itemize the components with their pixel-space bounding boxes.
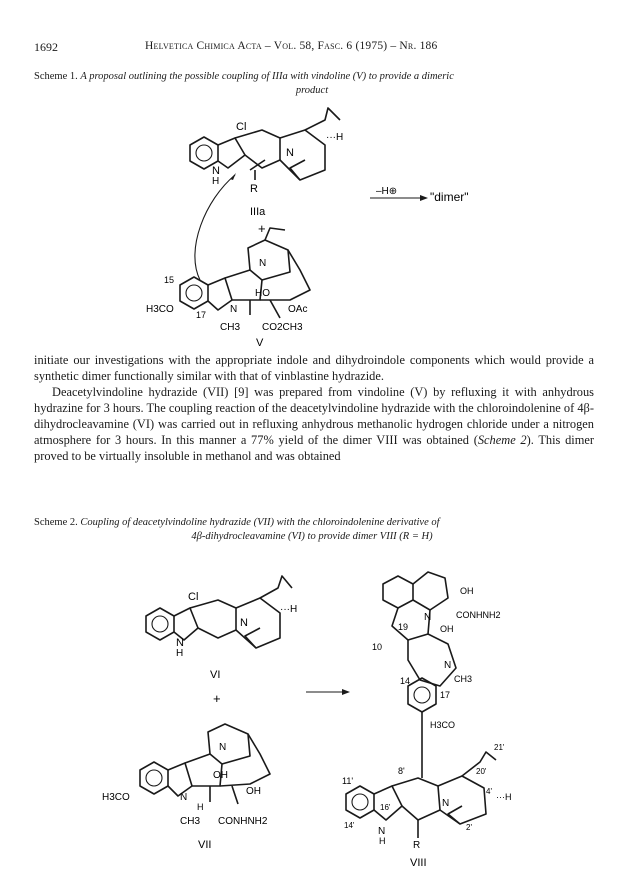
n-atom-v: N <box>230 304 238 315</box>
compound-IIIa-label: IIIa <box>250 206 266 218</box>
running-header: Helvetica Chimica Acta – Vol. 58, Fasc. 6 (1975) – Nr. 186 <box>145 40 438 52</box>
h-atom-viii: H <box>379 836 386 846</box>
n-atom-viii-bottom: N <box>442 798 450 809</box>
scheme1-figure <box>0 100 624 350</box>
compound-VIII-structure <box>342 572 512 851</box>
atom-21p: 21' <box>494 743 505 752</box>
r-group: R <box>250 183 258 195</box>
scheme1-label: Scheme 1. <box>34 71 78 82</box>
atom-11p: 11' <box>342 776 354 786</box>
co2ch3-group: CO2CH3 <box>262 322 303 333</box>
paragraph-2 <box>34 384 594 464</box>
scheme1-caption <box>34 70 594 83</box>
paragraph-2-text: Deacetylvindoline hydrazide (VII) [9] was prepared from vindoline (V) by refluxing it with anhydrous hydrazine for 3 hours. The coupling reaction of the deacetylvindoline hydrazide with the chloroindolenine of 4β-dihydrocleavamine (VI) was carried out in refluxing anhydrous methanolic hydrogen chloride under a nitrogen atmosphere for 3 hours. In this manner a 77% yield of the dimer VIII was obtained ( <box>34 385 594 447</box>
h3co-group-viii: H3CO <box>430 720 456 730</box>
scheme1-title: A proposal outlining the possible coupling of IIIa with vindoline (V) to provide a dimeric <box>80 71 454 82</box>
atom-17: 17 <box>196 310 207 320</box>
scheme1-title-cont: product <box>295 85 329 96</box>
ch3-group-vii: CH3 <box>180 816 201 827</box>
h-branch-viii: ···H <box>496 792 512 802</box>
paragraph-1: initiate our investigations with the appropriate indole and dihydroindole components which would provide a synthetic dimer functionally similar with that of vinblastine hydrazide. <box>34 353 594 383</box>
cl-atom-vi: Cl <box>188 591 199 603</box>
atom-14p: 14' <box>344 821 355 830</box>
compound-V-label: V <box>256 337 264 349</box>
scheme2-caption <box>34 516 594 529</box>
atom-2p: 2' <box>466 823 472 832</box>
oh-group-viii2: OH <box>460 586 474 596</box>
nh-atom-vi: N <box>176 637 184 649</box>
oh-group-vii: OH <box>213 770 228 781</box>
n-atom-vi: N <box>240 617 248 629</box>
scheme-reference: Scheme 2 <box>477 433 527 447</box>
atom-4p: 4' <box>486 787 492 796</box>
dimer-product: "dimer" <box>430 190 469 204</box>
atom-20p: 20' <box>476 767 487 776</box>
scheme1-caption-cont <box>0 84 624 97</box>
atom-10: 10 <box>372 642 383 652</box>
compound-VIII-label: VIII <box>410 857 427 869</box>
scheme2-label: Scheme 2. <box>34 517 78 528</box>
h-branch-vi: ···H <box>280 604 298 615</box>
cl-atom: Cl <box>236 121 247 133</box>
n-atom-vii: N <box>180 792 188 803</box>
n-atom-viii-top: N <box>424 612 432 623</box>
oac-group: OAc <box>288 304 308 315</box>
ho-group: HO <box>255 288 270 299</box>
page-number: 1692 <box>34 40 58 54</box>
nh-atom-viii: N <box>378 826 386 837</box>
conhnh2-group-viii: CONHNH2 <box>456 610 501 620</box>
conhnh2-group-vii: CONHNH2 <box>218 816 268 827</box>
compound-VII-structure <box>102 724 270 827</box>
n-atom: N <box>286 147 294 159</box>
h-atom-vi: H <box>176 648 184 659</box>
oh-group-vii2: OH <box>246 786 261 797</box>
n-atom-v2: N <box>259 258 267 269</box>
atom-14: 14 <box>400 676 411 686</box>
atom-17-viii: 17 <box>440 690 451 700</box>
scheme2-title: Coupling of deacetylvindoline hydrazide (VII) with the chloroindolenine derivative of <box>80 517 440 528</box>
atom-8p: 8' <box>398 766 405 776</box>
scheme2-caption-cont <box>0 530 624 543</box>
h-atom: H <box>212 176 220 187</box>
nh-atom: N <box>212 165 220 177</box>
compound-VI-structure <box>146 576 297 659</box>
ch3-group: CH3 <box>220 322 241 333</box>
oh-group-viii: OH <box>440 624 454 634</box>
ch3-group-viii: CH3 <box>454 674 473 684</box>
h-atom-vii: H <box>197 802 204 812</box>
compound-IIIa-structure <box>190 108 343 195</box>
reaction-arrow-2 <box>306 689 350 695</box>
coupling-arrow <box>195 175 235 280</box>
h-branch: ···H <box>326 132 344 143</box>
h3co-group-vii: H3CO <box>102 792 130 803</box>
n-atom-viii-mid: N <box>444 660 452 671</box>
plus-sign-2: + <box>213 691 221 706</box>
compound-VI-label: VI <box>210 669 221 681</box>
r-group-viii: R <box>413 840 421 851</box>
paragraph-2-end: ). This dimer proved to be virtually insoluble in methanol and was obtained <box>34 433 595 463</box>
atom-16p: 16' <box>380 803 391 812</box>
n-atom-vii2: N <box>219 742 227 753</box>
body-paragraph <box>34 352 594 464</box>
plus-sign: + <box>258 221 266 236</box>
compound-V-structure <box>146 228 310 333</box>
reaction-condition: –H⊕ <box>376 186 398 197</box>
atom-15: 15 <box>164 275 175 285</box>
atom-19: 19 <box>398 622 409 632</box>
h3co-group: H3CO <box>146 304 174 315</box>
compound-VII-label: VII <box>198 839 212 851</box>
scheme2-figure <box>0 548 624 882</box>
scheme2-title-cont: 4β-dihydrocleavamine (VI) to provide dimer VIII (R = H) <box>191 531 433 542</box>
